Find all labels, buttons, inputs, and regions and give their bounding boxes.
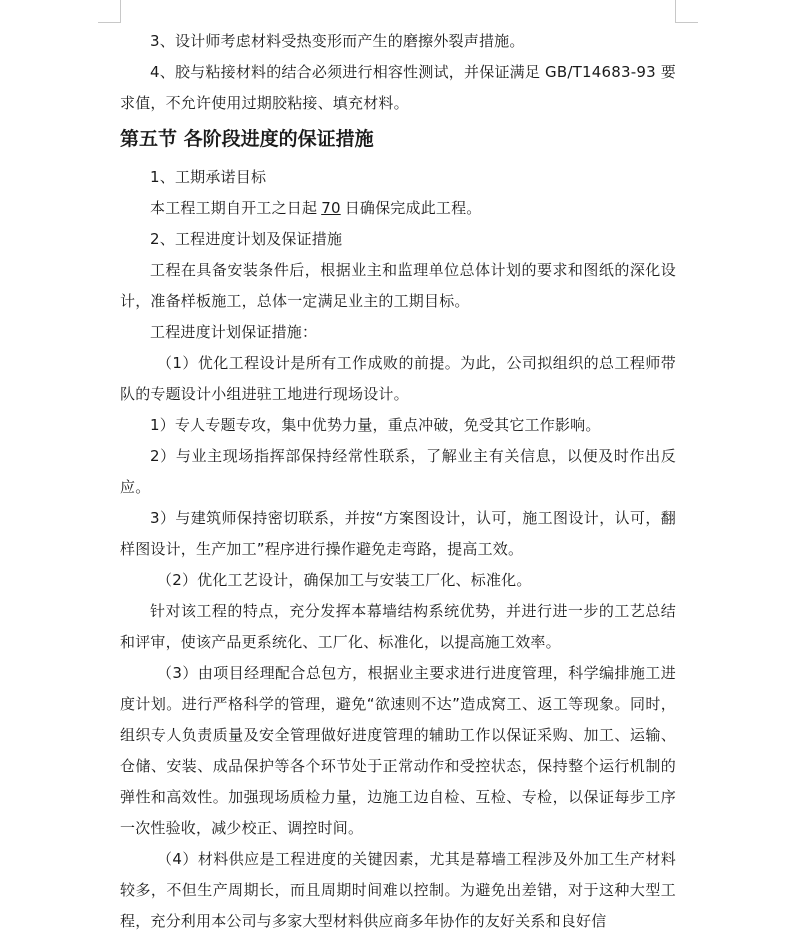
measure-1-item-1: 1）专人专题专攻，集中优势力量，重点冲破，免受其它工作影响。	[150, 416, 601, 434]
measure-1-item-2: 2）与业主现场指挥部保持经常性联系，了解业主有关信息，以便及时作出反应。	[120, 447, 676, 496]
subheading-progress-plan: 2、工程进度计划及保证措施	[150, 230, 343, 248]
measure-3: （3）由项目经理配合总包方，根据业主要求进行进度管理，科学编排施工进度计划。进行严格科学的管理，避免“欲速则不达”造成窝工、返工等现象。同时，组织专人负责质量及安全管理做好进度管理的辅助工作以保证采购、加工、运输、仓储、安装、成品保护等各个环节处于正常动作和受控状态，保持整个运行机制的弹性和高效性。加强现场质检力量，边施工边自检、互检、专检，以保证每步工序一次性验收，减少校正、调控时间。	[120, 664, 676, 837]
document-page	[120, 26, 676, 937]
section-heading: 第五节 各阶段进度的保证措施	[120, 128, 374, 150]
page-corner-mark-right	[675, 0, 698, 23]
measure-1-item-3: 3）与建筑师保持密切联系，并按“方案图设计，认可，施工图设计，认可，翻样图设计，生产加工”程序进行操作避免走弯路，提高工效。	[120, 509, 676, 558]
paragraph-item-3: 3、设计师考虑材料受热变形而产生的磨擦外裂声措施。	[150, 32, 525, 50]
paragraph-measures-label: 工程进度计划保证措施：	[150, 323, 318, 341]
page-corner-mark-left	[98, 0, 121, 23]
schedule-commitment	[120, 193, 676, 224]
measure-2-detail: 针对该工程的特点，充分发挥本幕墙结构系统优势，并进行进一步的工艺总结和评审，使该产品更系统化、工厂化、标准化，以提高施工效率。	[120, 602, 676, 651]
paragraph-item-4: 4、胶与粘接材料的结合必须进行相容性测试，并保证满足 GB/T14683-93 要求值，不允许使用过期胶粘接、填充材料。	[120, 63, 676, 112]
measure-2: （2）优化工艺设计，确保加工与安装工厂化、标准化。	[157, 571, 532, 589]
measure-4: （4）材料供应是工程进度的关键因素，尤其是幕墙工程涉及外加工生产材料较多，不但生产周期长，而且周期时间难以控制。为避免出差错，对于这种大型工程，充分利用本公司与多家大型材料供应商多年协作的友好关系和良好信	[120, 850, 676, 930]
paragraph-plan-intro: 工程在具备安装条件后，根据业主和监理单位总体计划的要求和图纸的深化设计，准备样板施工，总体一定满足业主的工期目标。	[120, 261, 676, 310]
schedule-text-before: 本工程工期自开工之日起	[150, 199, 318, 217]
subheading-schedule-goal: 1、工期承诺目标	[150, 168, 267, 186]
schedule-text-after: 日确保完成此工程。	[344, 199, 482, 217]
schedule-days-value: 70	[321, 199, 341, 217]
measure-1: （1）优化工程设计是所有工作成败的前提。为此，公司拟组织的总工程师带队的专题设计小组进驻工地进行现场设计。	[120, 354, 676, 403]
